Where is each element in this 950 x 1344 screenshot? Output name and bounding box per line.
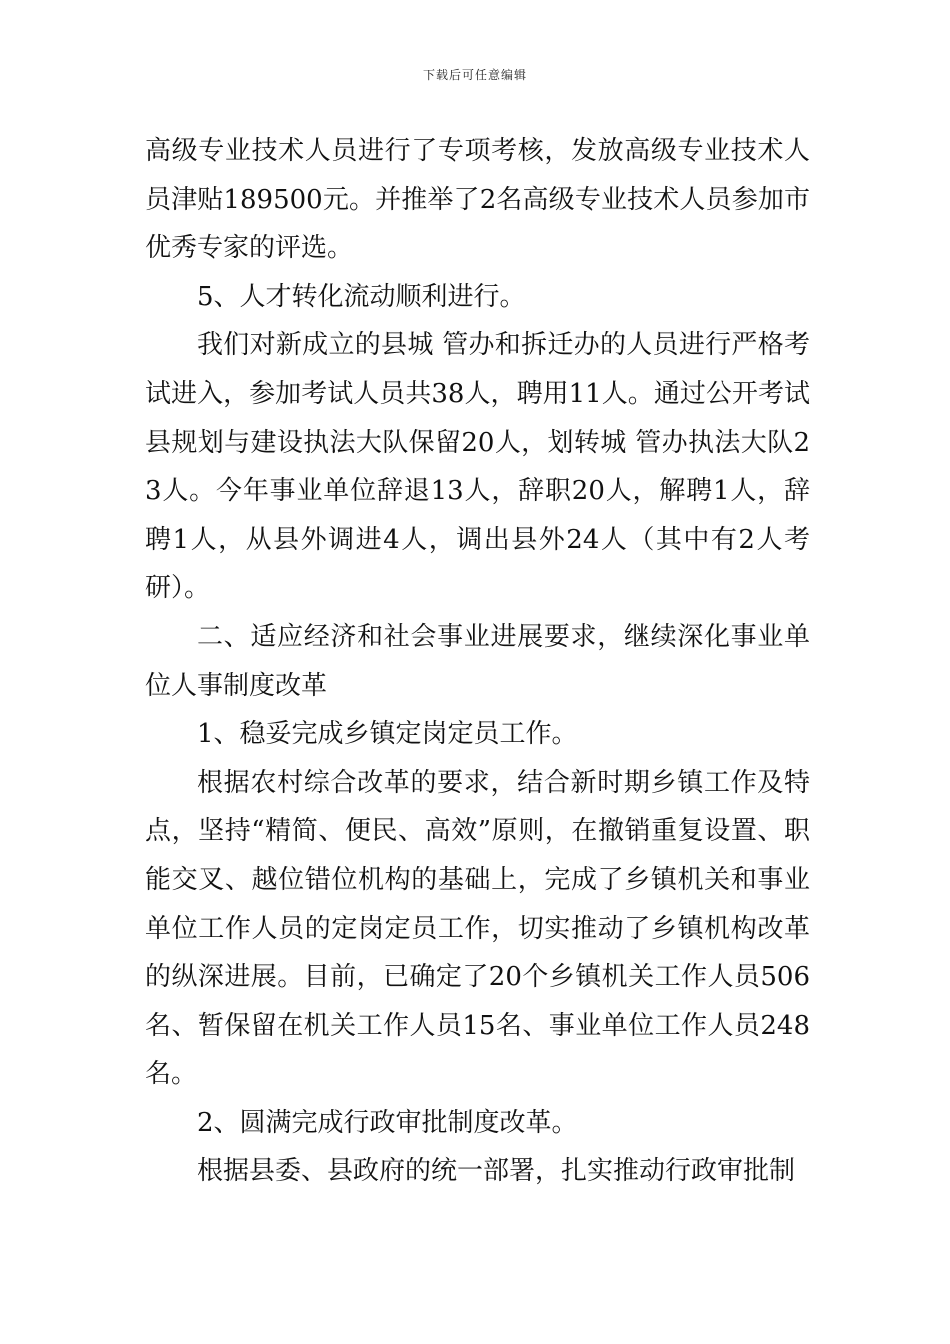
paragraph-3: 我们对新成立的县城 管办和拆迁办的人员进行严格考试进入，参加考试人员共38人，聘用11人。通过公开考试县规划与建设执法大队保留20人，划转城 管办执法大队23人。今年事业单位辞退13人，辞职20人，解聘1人，辞聘1人，从县外调进4人，调出县外24人（其中有2人考研）。: [145, 330, 810, 604]
paragraph-8: 根据县委、县政府的统一部署，扎实推动行政审批制: [197, 1156, 796, 1187]
paragraph-6: 根据农村综合改革的要求，结合新时期乡镇工作及特点，坚持“精简、便民、高效”原则，在撤销重复设置、职能交叉、越位错位机构的基础上，完成了乡镇机关和事业单位工作人员的定岗定员工作，切实推动了乡镇机构改革的纵深进展。目前，已确定了20个乡镇机关工作人员506名、暂保留在机关工作人员15名、事业单位工作人员248名。: [145, 767, 810, 1090]
page-header-note: 下载后可任意编辑: [422, 68, 527, 82]
paragraph-2: 5、人才转化流动顺利进行。: [197, 281, 526, 312]
paragraph-4: 二、适应经济和社会事业进展要求，继续深化事业单位人事制度改革: [145, 621, 810, 701]
paragraph-1: 高级专业技术人员进行了专项考核，发放高级专业技术人员津贴189500元。并推举了2名高级专业技术人员参加市优秀专家的评选。: [145, 136, 810, 264]
paragraph-7: 2、圆满完成行政审批制度改革。: [197, 1107, 578, 1138]
paragraph-5: 1、稳妥完成乡镇定岗定员工作。: [197, 719, 578, 750]
document-body: [145, 127, 810, 1196]
